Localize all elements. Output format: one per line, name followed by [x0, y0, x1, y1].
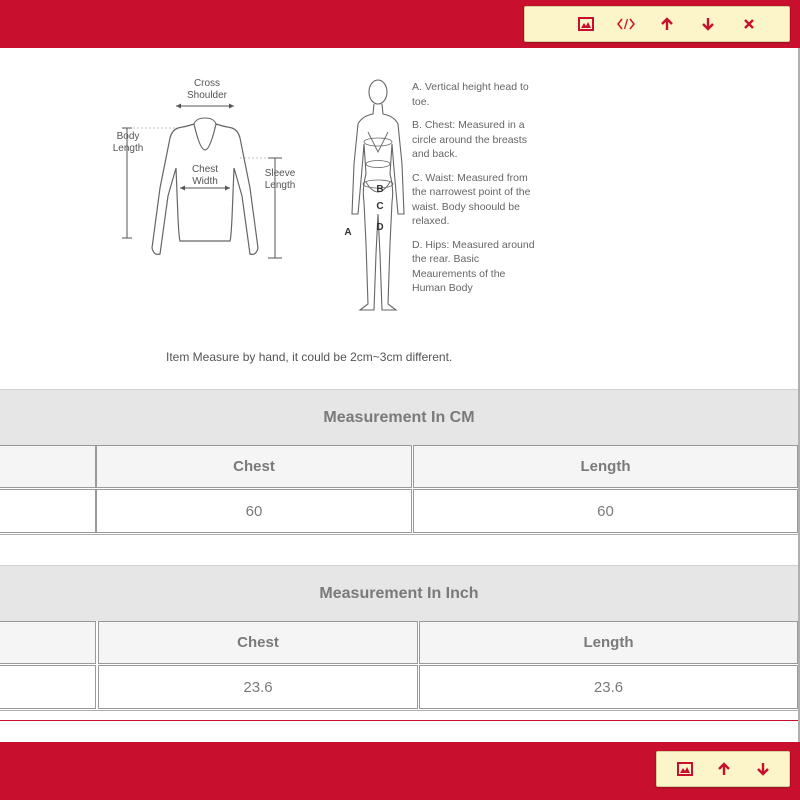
- table-cm-header-length: Length: [413, 445, 798, 488]
- table-cm-title: Measurement In CM: [0, 389, 798, 445]
- table-inch-header-length: Length: [419, 621, 798, 664]
- section-bottom-line: [0, 720, 798, 721]
- note-b: B. Chest: Measured in a circle around the breasts and back.: [412, 119, 527, 160]
- image-button[interactable]: [665, 752, 704, 786]
- top-toolbar: [524, 6, 790, 42]
- move-up-button[interactable]: [647, 7, 686, 41]
- note-d: D. Hips: Measured around the rear. Basic Meaurements of the Human Body: [412, 238, 535, 294]
- product-content: [0, 48, 800, 742]
- table-cm-cell-length: 60: [413, 489, 798, 533]
- divider: [0, 710, 798, 711]
- move-down-button[interactable]: [688, 7, 727, 41]
- arrow-down-icon: [701, 17, 715, 31]
- image-button[interactable]: [568, 7, 604, 41]
- table-cm-header-chest: Chest: [96, 445, 412, 488]
- table-inch-title: Measurement In Inch: [0, 565, 798, 621]
- note-c: C. Waist: Measured from the narrowest point of the waist. Body shoould be relaxed.: [412, 171, 531, 227]
- sleeve-length-label: [257, 168, 303, 192]
- code-button[interactable]: [606, 7, 645, 41]
- table-inch-cell-length: 23.6: [419, 665, 798, 709]
- size-guide-illustration: [100, 68, 560, 368]
- label-line: Length: [112, 143, 144, 154]
- close-icon: [743, 18, 755, 30]
- table-cm-header-size: [0, 445, 96, 488]
- table-inch-header-size: [0, 621, 96, 664]
- label-line: Sleeve: [264, 168, 296, 179]
- label-b: B: [376, 184, 384, 195]
- label-c: C: [376, 201, 384, 212]
- table-inch-cell-chest: 23.6: [98, 665, 418, 709]
- label-line: Body: [116, 131, 140, 142]
- label-line: Width: [192, 176, 218, 187]
- label-line: Cross: [193, 78, 221, 89]
- image-icon: [578, 17, 594, 31]
- code-icon: [617, 18, 635, 30]
- body-length-label: [108, 131, 148, 155]
- note-a: A. Vertical height head to toe.: [412, 81, 529, 108]
- label-line: Shoulder: [186, 90, 228, 101]
- label-line: Length: [264, 180, 296, 191]
- cross-shoulder-label: [176, 78, 238, 102]
- label-line: Chest: [191, 164, 219, 175]
- divider: [0, 534, 798, 535]
- table-inch-cell-size: [0, 665, 96, 709]
- bottom-toolbar: [656, 751, 790, 787]
- close-button[interactable]: [729, 7, 768, 41]
- move-up-button[interactable]: [704, 752, 743, 786]
- chest-width-label: [182, 164, 228, 188]
- label-a: A: [344, 227, 352, 238]
- label-d: D: [376, 222, 384, 233]
- move-down-button[interactable]: [743, 752, 782, 786]
- arrow-down-icon: [756, 762, 770, 776]
- measure-caption: Item Measure by hand, it could be 2cm~3cm different.: [166, 350, 453, 364]
- arrow-up-icon: [660, 17, 674, 31]
- table-inch-header-chest: Chest: [98, 621, 418, 664]
- image-icon: [677, 762, 693, 776]
- arrow-up-icon: [717, 762, 731, 776]
- measurement-notes: [412, 80, 542, 305]
- table-cm-cell-chest: 60: [96, 489, 412, 533]
- table-cm-cell-size: [0, 489, 96, 533]
